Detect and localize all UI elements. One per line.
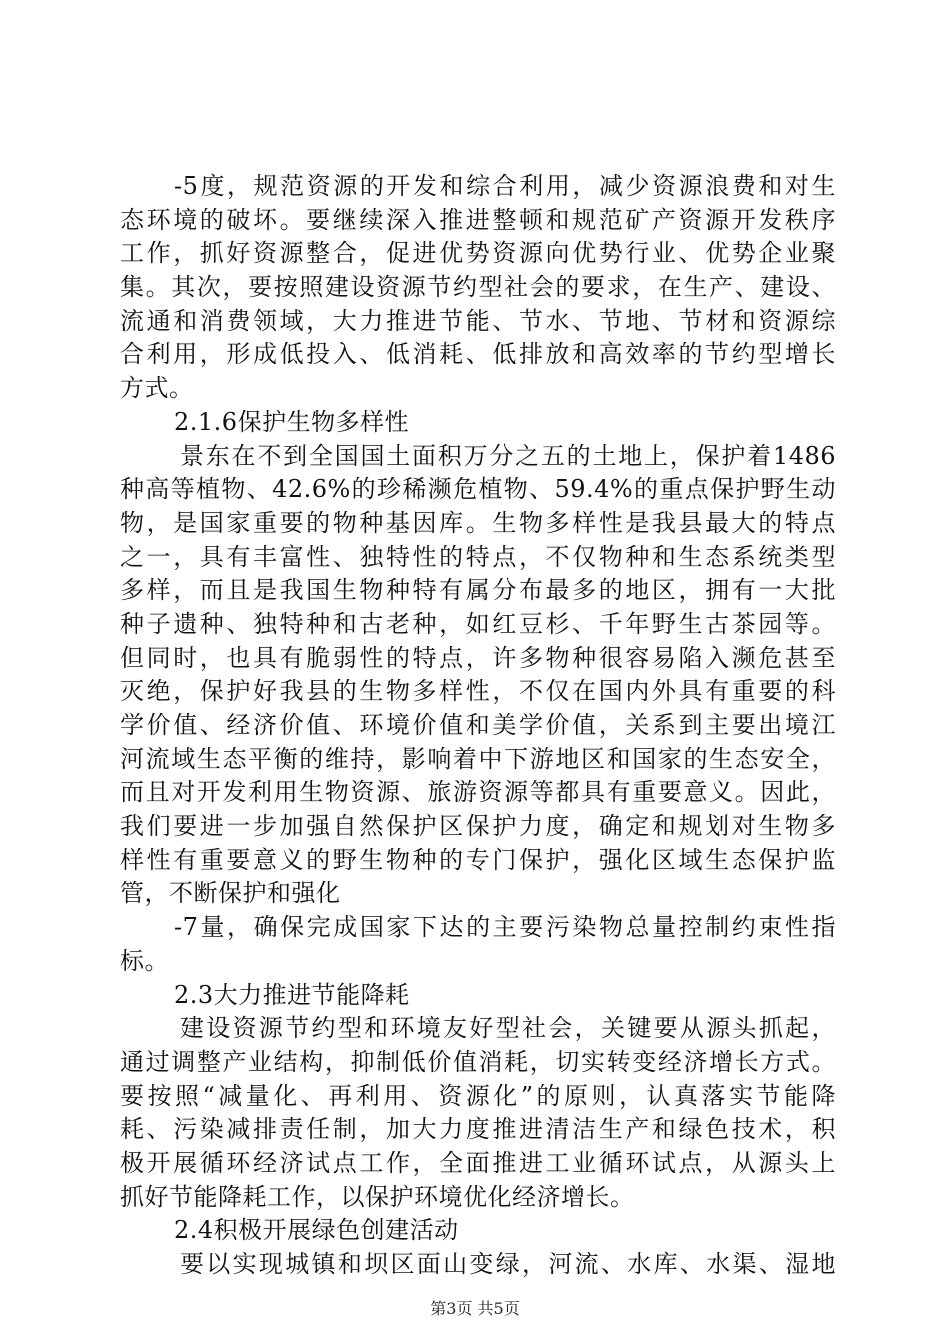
paragraph-line: 但同时，也具有脆弱性的特点，许多物种很容易陷入濒危甚至 bbox=[120, 643, 836, 672]
page-number-footer: 第3页 共5页 bbox=[430, 1299, 520, 1318]
paragraph-line: 耗、污染减排责任制，加大力度推进清洁生产和绿色技术，积 bbox=[120, 1115, 836, 1144]
paragraph-line: 集。其次，要按照建设资源节约型社会的要求，在生产、建设、 bbox=[120, 273, 836, 302]
paragraph-line: 灭绝，保护好我县的生物多样性，不仅在国内外具有重要的科 bbox=[120, 677, 836, 706]
paragraph-line: 学价值、经济价值、环境价值和美学价值，关系到主要出境江 bbox=[120, 711, 836, 739]
paragraph-line: 而且对开发利用生物资源、旅游资源等都具有重要意义。因此， bbox=[120, 778, 836, 807]
paragraph-line: 样性有重要意义的野生物种的专门保护，强化区域生态保护监 bbox=[120, 845, 836, 874]
paragraph-line: 标。 bbox=[120, 946, 169, 975]
paragraph-line: 方式。 bbox=[120, 374, 194, 403]
section-heading: 2.3大力推进节能降耗 bbox=[174, 980, 410, 1009]
paragraph-line: 之一，具有丰富性、独特性的特点，不仅物种和生态系统类型 bbox=[120, 542, 836, 571]
section-heading: 2.1.6保护生物多样性 bbox=[174, 407, 410, 436]
paragraph-line: -7量，确保完成国家下达的主要污染物总量控制约束性指 bbox=[174, 913, 836, 942]
paragraph-line: 工作，抓好资源整合，促进优势资源向优势行业、优势企业聚 bbox=[120, 239, 836, 268]
paragraph-line: 种高等植物、42.6%的珍稀濒危植物、59.4%的重点保护野生动 bbox=[120, 475, 836, 504]
paragraph-line: 管，不断保护和强化 bbox=[120, 879, 341, 908]
paragraph-line: 河流域生态平衡的维持，影响着中下游地区和国家的生态安全， bbox=[120, 744, 836, 773]
document-body bbox=[120, 170, 836, 1282]
paragraph-line: 要按照“减量化、再利用、资源化”的原则，认真落实节能降 bbox=[120, 1081, 836, 1110]
paragraph-line: 要以实现城镇和坝区面山变绿，河流、水库、水渠、湿地 bbox=[180, 1250, 836, 1278]
paragraph-line: 物，是国家重要的物种基因库。生物多样性是我县最大的特点 bbox=[120, 508, 836, 537]
paragraph-line: 极开展循环经济试点工作，全面推进工业循环试点，从源头上 bbox=[120, 1148, 836, 1177]
section-heading: 2.4积极开展绿色创建活动 bbox=[174, 1216, 459, 1245]
paragraph-line: 态环境的破坏。要继续深入推进整顿和规范矿产资源开发秩序 bbox=[120, 205, 836, 234]
paragraph-line: 通过调整产业结构，抑制低价值消耗，切实转变经济增长方式。 bbox=[120, 1047, 836, 1076]
paragraph-line: -5度，规范资源的开发和综合利用，减少资源浪费和对生 bbox=[174, 172, 836, 200]
paragraph-line: 建设资源节约型和环境友好型社会，关键要从源头抓起， bbox=[180, 1014, 836, 1043]
paragraph-line: 流通和消费领域，大力推进节能、节水、节地、节材和资源综 bbox=[120, 306, 836, 335]
paragraph-line: 我们要进一步加强自然保护区保护力度，确定和规划对生物多 bbox=[120, 812, 836, 841]
paragraph-line: 景东在不到全国国土面积万分之五的土地上，保护着1486 bbox=[180, 441, 836, 470]
paragraph-line: 种子遗种、独特种和古老种，如红豆杉、千年野生古茶园等。 bbox=[120, 609, 836, 638]
paragraph-line: 合利用，形成低投入、低消耗、低排放和高效率的节约型增长 bbox=[120, 340, 836, 369]
paragraph-line: 多样，而且是我国生物种特有属分布最多的地区，拥有一大批 bbox=[120, 576, 836, 605]
paragraph-line: 抓好节能降耗工作，以保护环境优化经济增长。 bbox=[120, 1182, 635, 1211]
